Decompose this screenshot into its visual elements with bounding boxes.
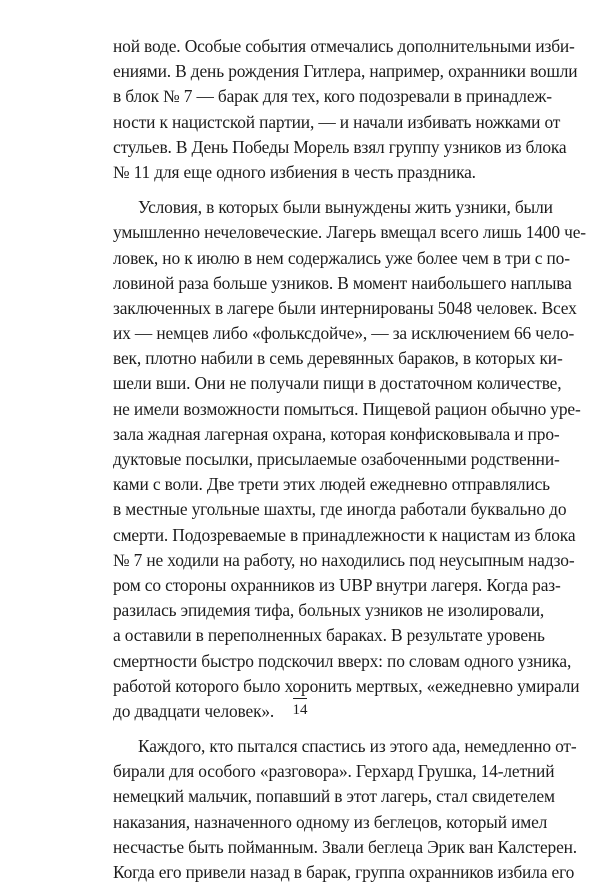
text-line: шели вши. Они не получали пищи в достаточном количестве, xyxy=(113,373,562,394)
paragraph-1 xyxy=(113,34,578,185)
text-line: бирали для особого «разговора». Герхард Грушка, 14-летний xyxy=(113,761,555,782)
text-line: смертности быстро подскочил вверх: по словам одного узника, xyxy=(113,650,572,671)
text-line: ловиной раза больше узников. В момент наибольшего наплыва xyxy=(113,272,572,293)
text-line: Каждого, кто пытался спастись из этого ада, немедленно от- xyxy=(138,736,577,757)
text-line: несчастье быть пойманным. Звали беглеца Эрик ван Калстерен. xyxy=(113,836,577,857)
text-line: а оставили в переполненных бараках. В результате уровень xyxy=(113,625,545,646)
text-line: ности к нацистской партии, — и начали избивать ножками от xyxy=(113,111,561,132)
paragraph-spacer xyxy=(113,185,541,195)
text-line: № 11 для еще одного избиения в честь праздника. xyxy=(113,161,476,182)
text-line: ром со стороны охранников из UBP внутри лагеря. Когда раз- xyxy=(113,574,561,595)
page-footer xyxy=(0,698,600,719)
text-line: № 7 не ходили на работу, но находились под неусыпным надзо- xyxy=(113,549,575,570)
body-text xyxy=(113,34,586,885)
text-line: заключенных в лагере были интернированы 5048 человек. Всех xyxy=(113,297,577,318)
text-line: не имели возможности помыться. Пищевой рацион обычно уре- xyxy=(113,398,581,419)
text-line: век, плотно набили в семь деревянных бараков, в которых ки- xyxy=(113,348,563,369)
text-line: немецкий мальчик, попавший в этот лагерь, стал свидетелем xyxy=(113,786,555,807)
text-line: Когда его привели назад в барак, группа охранников избила его xyxy=(113,862,575,882)
text-line: стульев. В День Победы Морель взял группу узников из блока xyxy=(113,136,567,157)
text-line: ловек, но к июлю в нем содержались уже более чем в три с по- xyxy=(113,247,570,268)
page-number: 14 xyxy=(292,702,308,718)
text-line: в местные угольные шахты, где иногда работали буквально до xyxy=(113,499,567,520)
text-line: в блок № 7 — барак для тех, кого подозревали в принадлеж- xyxy=(113,86,552,107)
text-line: работой которого было хоронить мертвых, «ежедневно умирали xyxy=(113,675,580,696)
paragraph-spacer xyxy=(113,724,541,734)
text-line: ениями. В день рождения Гитлера, например, охранники вошли xyxy=(113,61,578,82)
text-line: их — немцев либо «фольксдойче», — за исключением 66 чело- xyxy=(113,323,575,344)
paragraph-3 xyxy=(113,734,577,885)
text-line: наказания, назначенного одному из беглецов, который имел xyxy=(113,811,548,832)
footer-rule xyxy=(293,698,307,699)
text-line: ками с воли. Две трети этих людей ежедневно отправлялись xyxy=(113,474,550,495)
text-line: Условия, в которых были вынуждены жить узники, были xyxy=(138,197,553,218)
text-line: до двадцати человек». xyxy=(113,700,275,721)
paragraph-2 xyxy=(113,195,586,724)
text-line: смерти. Подозреваемые в принадлежности к нацистам из блока xyxy=(113,524,576,545)
text-line: ной воде. Особые события отмечались дополнительными изби- xyxy=(113,36,575,56)
text-line: разилась эпидемия тифа, больных узников не изолировали, xyxy=(113,600,545,621)
text-line: дуктовые посылки, присылаемые озабоченными родственни- xyxy=(113,449,560,469)
text-line: умышленно нечеловеческие. Лагерь вмещал всего лишь 1400 че- xyxy=(113,222,586,243)
text-line: зала жадная лагерная охрана, которая конфисковывала и про- xyxy=(113,423,560,444)
